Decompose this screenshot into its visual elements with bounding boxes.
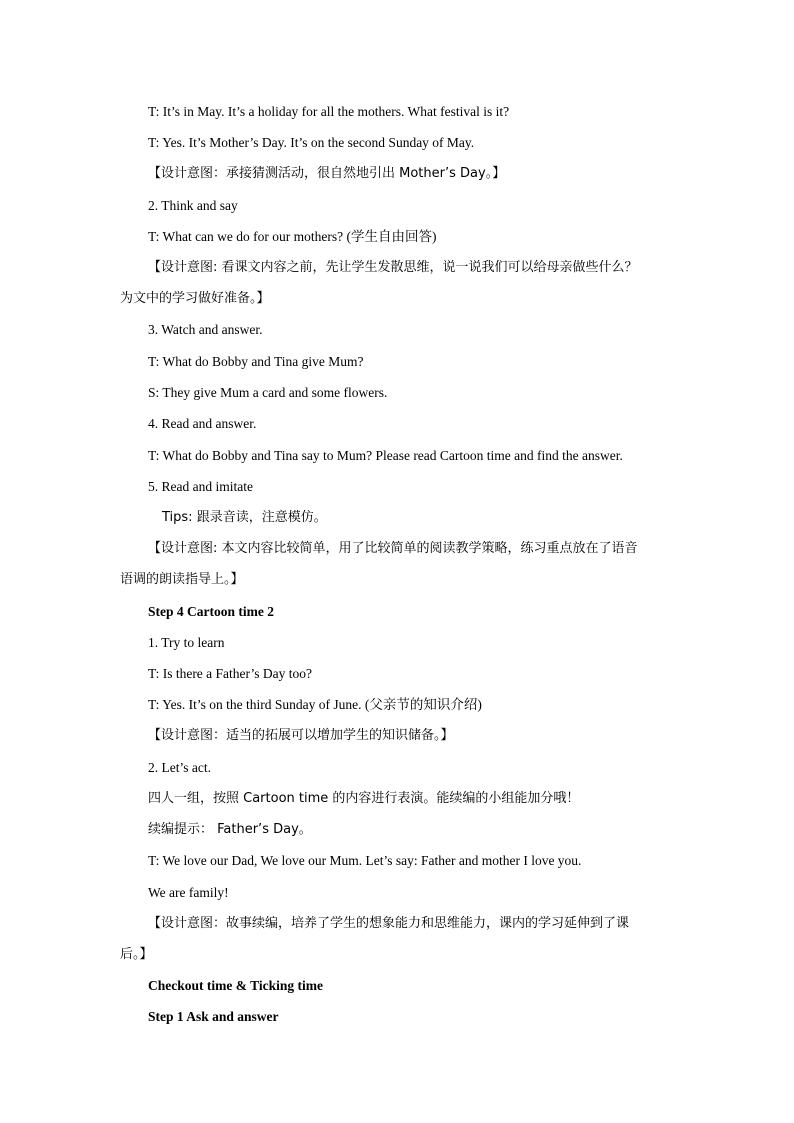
activity-heading: 5. Read and imitate xyxy=(148,479,253,494)
step-heading: Step 1 Ask and answer xyxy=(148,1009,279,1024)
continuation-hint: 续编提示： Father’s Day。 xyxy=(148,822,312,837)
design-intent-note-continued: 后。】 xyxy=(120,947,153,962)
instruction-line: 四人一组，按照 Cartoon time 的内容进行表演。能续编的小组能加分哦！ xyxy=(148,791,580,806)
dialogue-line: T: Yes. It’s on the third Sunday of June. (父亲节的知识介绍) xyxy=(148,697,482,712)
activity-heading: 4. Read and answer. xyxy=(148,416,257,431)
activity-heading: 1. Try to learn xyxy=(148,635,225,650)
design-intent-note-continued: 语调的朗读指导上。】 xyxy=(120,572,244,587)
dialogue-line: S: They give Mum a card and some flowers. xyxy=(148,385,388,400)
design-intent-note: 【设计意图：承接猜测活动，很自然地引出 Mother’s Day。】 xyxy=(148,166,506,181)
tips-line: Tips: 跟录音读，注意模仿。 xyxy=(162,510,327,525)
design-intent-note: 【设计意图：故事续编，培养了学生的想象能力和思维能力，课内的学习延伸到了课 xyxy=(148,916,630,931)
step-heading: Step 4 Cartoon time 2 xyxy=(148,604,274,619)
activity-heading: 3. Watch and answer. xyxy=(148,322,263,337)
dialogue-line: T: What do Bobby and Tina give Mum? xyxy=(148,354,364,369)
dialogue-line: T: We love our Dad, We love our Mum. Let’s say: Father and mother I love you. xyxy=(148,853,582,868)
activity-heading: 2. Think and say xyxy=(148,198,238,213)
dialogue-line: T: What can we do for our mothers? (学生自由回答) xyxy=(148,229,437,244)
design-intent-note: 【设计意图: 看课文内容之前，先让学生发散思维，说一说我们可以给母亲做些什么？ xyxy=(148,260,638,275)
design-intent-note: 【设计意图: 本文内容比较简单，用了比较简单的阅读教学策略，练习重点放在了语音 xyxy=(148,541,638,556)
dialogue-line: T: Yes. It’s Mother’s Day. It’s on the second Sunday of May. xyxy=(148,135,475,150)
activity-heading: 2. Let’s act. xyxy=(148,760,211,775)
dialogue-line: T: It’s in May. It’s a holiday for all the mothers. What festival is it? xyxy=(148,104,510,119)
dialogue-line: We are family! xyxy=(148,885,229,900)
section-heading: Checkout time & Ticking time xyxy=(148,978,323,993)
design-intent-note: 【设计意图：适当的拓展可以增加学生的知识储备。】 xyxy=(148,728,454,743)
dialogue-line: T: Is there a Father’s Day too? xyxy=(148,666,313,681)
dialogue-line: T: What do Bobby and Tina say to Mum? Please read Cartoon time and find the answer. xyxy=(148,448,623,463)
design-intent-note-continued: 为文中的学习做好准备。】 xyxy=(120,291,270,306)
